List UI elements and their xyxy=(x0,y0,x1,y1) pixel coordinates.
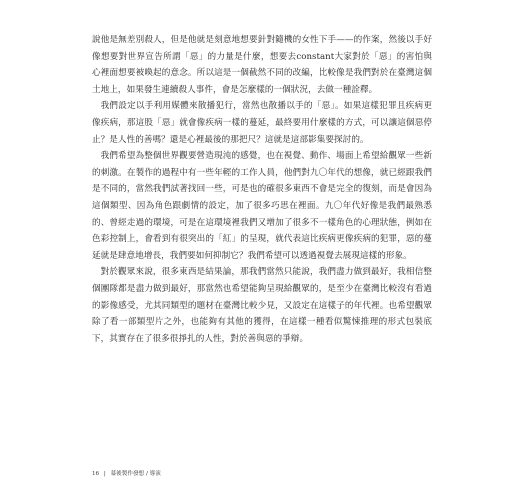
paragraph-4: 對於觀眾來說，很多東西是結果論，那我們當然只能說，我們盡力做到最好，我相信整個團隊都是盡力做到最好，那當然也希望能夠呈現給觀眾的，是至少在臺灣比較沒有看過的影像感受，尤其同類型的題材在臺灣比較少見，又設定在這樣子的年代裡。也希望觀眾除了看一部類型片之外，也能夠有其他的獲得，在這樣一種看似驚悚推理的形式包裝底下，其實存在了很多很掙扎的人性，對於善與惡的爭辯。 xyxy=(92,267,432,344)
page-number: 16 xyxy=(92,471,100,477)
footer-slash: / xyxy=(145,471,150,477)
page-footer xyxy=(92,470,161,478)
footer-separator: | xyxy=(103,471,106,477)
paragraph-2: 我們設定以手利用媒體來散播犯行，當然也散播以手的「惡」。如果這樣犯罪且疾病更像疾病，那這股「惡」就會像疾病一樣的蔓延，最終要用什麼樣的方式，可以讓這個惡停止？是人性的善嗎？還是心裡最後的那把尺？這就是這部影集要探討的。 xyxy=(92,101,432,145)
paragraph-1: 說他是無差別殺人，但是他就是刻意地想要針對隨機的女性下手——的作案，然後以手好像想要對世界宣告所謂「惡」的力量是什麼，想要去constant大家對於「惡」的害怕與心裡面想要被喚起的意念。所以這是一個截然不同的改編，比較像是我們對於在臺灣這個土地上，如果發生連續殺人事件，會是怎麼樣的一個狀況，去做一種詮釋。 xyxy=(92,35,432,95)
footer-section: 導演 xyxy=(149,471,161,477)
body-text xyxy=(92,32,432,347)
footer-book-title: 幕後製作發想 xyxy=(110,471,145,477)
paragraph-3: 我們希望為整個世界觀要營造現沌的感覺，也在視覺、動作、場面上希望給觀眾一些新的刺激。在製作的過程中有一些年輕的工作人員，他們對九〇年代的想像，就已經跟我們是不同的，當然我們試著找回一些，可是也的確很多東西不會是完全的復刻，而是會因為這個類型、因為角色跟劇情的設定，加了很多巧思在裡面。九〇年代好像是我們最熟悉的、曾經走過的環境，可是在這環境裡我們又增加了很多不一樣角色的心理狀態，例如在色彩控制上，會看到有很突出的「紅」的呈現，就代表這比疾病更像疾病的犯罪，惡的蔓延就是肆意地增長，我們要如何抑制它？我們希望可以透過視覺去展現這樣的形象。 xyxy=(92,151,432,261)
